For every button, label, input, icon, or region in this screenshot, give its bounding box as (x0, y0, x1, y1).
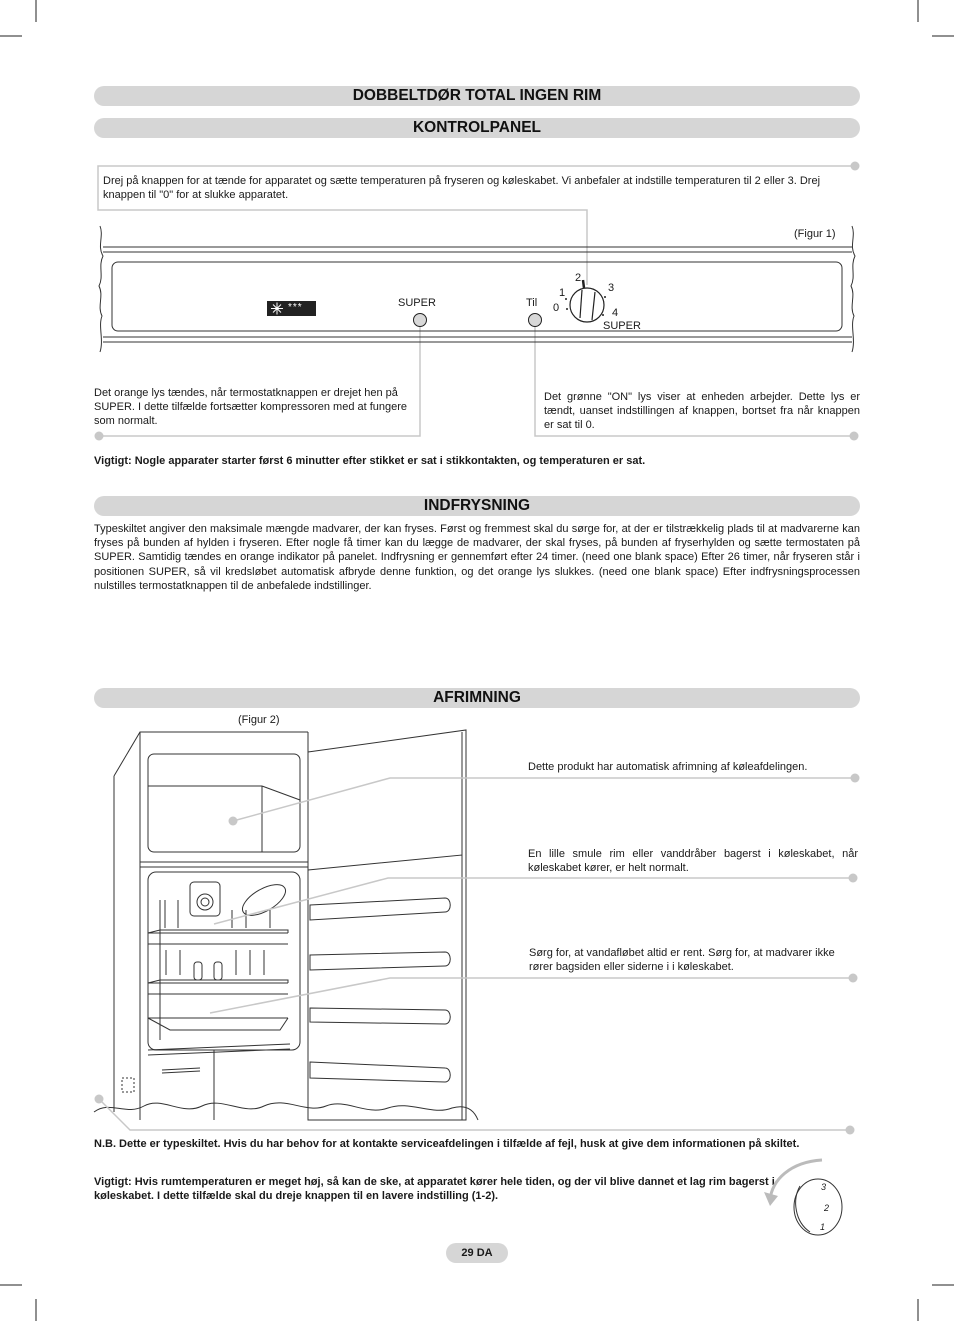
dial-mark-super: SUPER (603, 320, 641, 332)
on-indicator-label: Til (526, 297, 538, 309)
drain-clean-note: Sørg for, at vandafløbet altid er rent. Sørg for, at madvarer ikke rører bagsiden eller siderne i i køleskabet. (529, 947, 835, 974)
section-heading-freezing: INDFRYSNING (94, 496, 860, 516)
section-heading-control-panel: KONTROLPANEL (94, 118, 860, 138)
green-light-note: Det grønne "ON" lys viser at enheden arbejder. Dette lys er tændt, uanset indstillingen af knappen, bortset fra når knappen er sat til 0. (544, 391, 860, 432)
figure-2-label: (Figur 2) (238, 714, 280, 726)
startup-delay-warning: Vigtigt: Nogle apparater starter først 6 minutter efter stikket er sat i stikkontakten, og temperaturen er sat. (94, 455, 646, 467)
knob-mark-1: 1 (820, 1222, 826, 1232)
dial-mark-0: 0 (553, 302, 560, 314)
control-intro-text: Drej på knappen for at tænde for apparatet og sætte temperaturen på fryseren og køleskabet. Vi anbefaler at indstille temperaturen til 2 eller 3. Drej knappen til "0" for at slukke apparatet. (103, 175, 821, 202)
dial-mark-4: 4 (612, 307, 619, 319)
page-number: 29 DA (446, 1243, 508, 1263)
dial-mark-3: 3 (608, 282, 615, 294)
figure-1-label: (Figur 1) (794, 228, 836, 240)
dial-mark-2: 2 (575, 272, 582, 284)
section-heading-defrost: AFRIMNING (94, 688, 860, 708)
freezer-star-rating: *** (288, 302, 303, 313)
super-indicator-label: SUPER (398, 297, 436, 309)
high-temperature-warning: Vigtigt: Hvis rumtemperaturen er meget høj, så kan de ske, at apparatet kører hele tiden, og der vil blive dannet et lag rim bagerst i køleskabet. I dette tilfælde skal du dreje knappen til en lavere indstilling (1-2). (94, 1176, 775, 1203)
orange-light-note: Det orange lys tændes, når termostatknappen er drejet hen på SUPER. I dette tilfælde fortsætter kompressoren med at fungere som normalt. (94, 387, 408, 428)
document-title: DOBBELTDØR TOTAL INGEN RIM (94, 86, 860, 106)
freezing-instructions: Typeskiltet angiver den maksimale mængde madvarer, der kan fryses. Først og fremmest skal du sørge for, at der er tilstrækkelig plads til at madvarerne kan fryses på bunden af hylden i fryseren. Efter nogle få timer kan du lægge de madvarer, der skal fryses, på bunden af fryserhylden og sætte termostaten på SUPER. Samtidig tændes en orange indikator på panelet. Indfrysning er gennemført efter 24 timer. (need one blank space) Efter 26 timer, når fryseren står i positionen SUPER, så vil kredsløbet automatisk afbryde denne funktion, og det orange lys slukkes. (need one blank space) Efter indfrysningsprocessen nulstilles termostatknappen til de anbefalede indstillinger. (94, 523, 860, 592)
auto-defrost-note: Dette produkt har automatisk afrimning af køleafdelingen. (528, 761, 808, 773)
knob-mark-2: 2 (824, 1203, 830, 1213)
frost-normal-note: En lille smule rim eller vanddråber bagerst i køleskabet, når køleskabet kører, er helt normalt. (528, 848, 858, 875)
dial-mark-1: 1 (559, 287, 566, 299)
knob-mark-3: 3 (821, 1182, 827, 1192)
rating-plate-note: N.B. Dette er typeskiltet. Hvis du har behov for at kontakte serviceafdelingen i tilfælde af fejl, husk at give dem informationen på skiltet. (94, 1138, 800, 1150)
